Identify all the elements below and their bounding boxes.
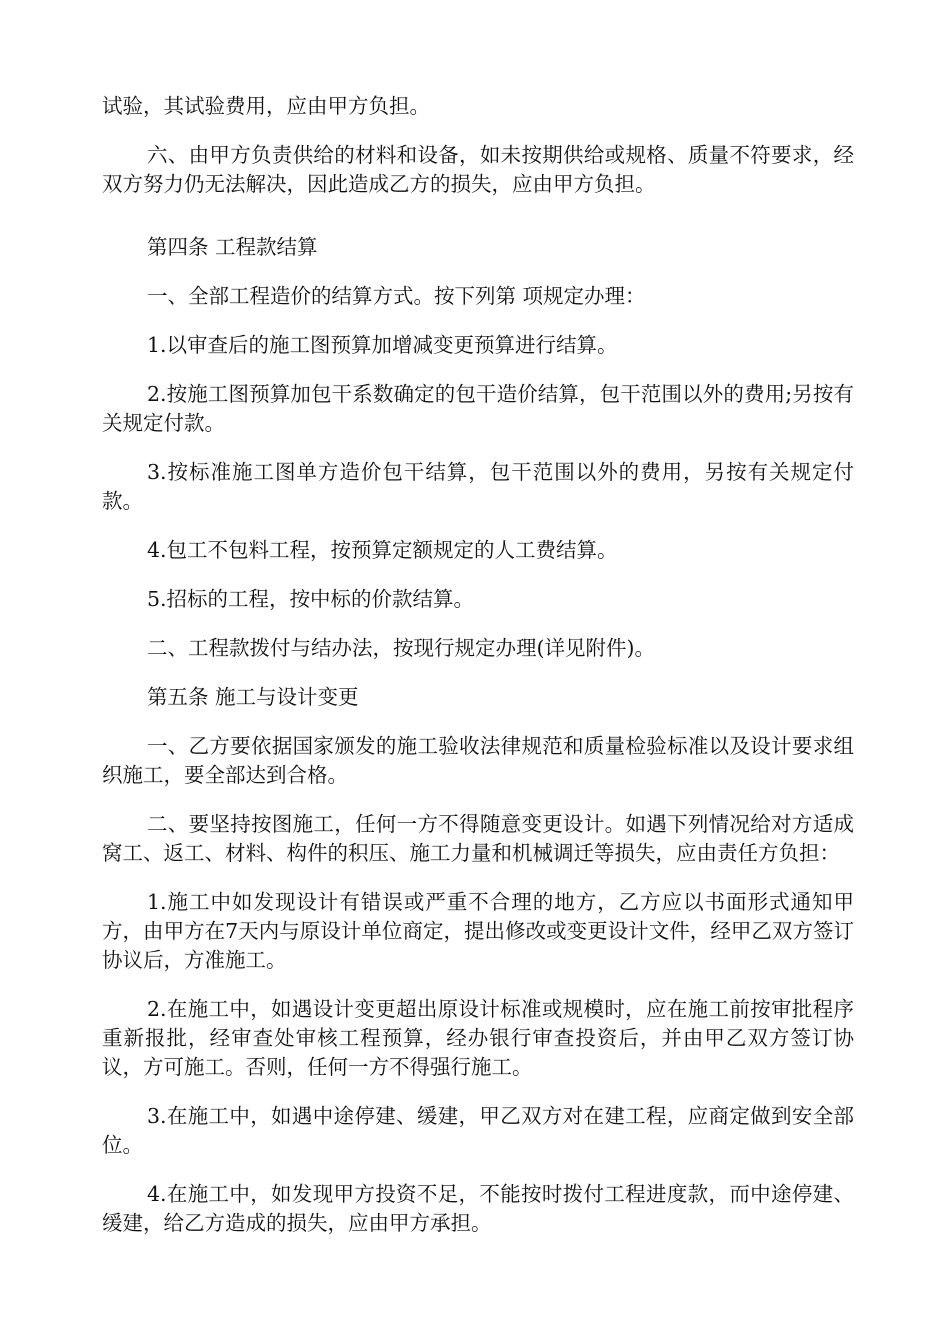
document-page: [102, 92, 854, 1258]
paragraph-change-2: 2.在施工中，如遇设计变更超出原设计标准或规模时，应在施工前按审批程序重新报批，经审查处审核工程预算，经办银行审查投资后，并由甲乙双方签订协议，方可施工。否则，任何一方不得强行施工。: [102, 997, 854, 1079]
paragraph-change-3: 3.在施工中，如遇中途停建、缓建，甲乙双方对在建工程，应商定做到安全部位。: [102, 1104, 854, 1157]
paragraph-payment: 二、工程款拨付与结办法，按现行规定办理(详见附件)。: [147, 636, 655, 660]
paragraph-settlement-2: 2.按施工图预算加包干系数确定的包干造价结算，包干范围以外的费用;另按有关规定付款。: [102, 382, 854, 435]
paragraph-settlement-5: 5.招标的工程，按中标的价款结算。: [147, 587, 475, 611]
paragraph-change-4: 4.在施工中，如发现甲方投资不足，不能按时拨付工程进度款，而中途停建、缓建，给乙方造成的损失，应由甲方承担。: [102, 1182, 854, 1235]
paragraph-design-change: 二、要坚持按图施工，任何一方不得随意变更设计。如遇下列情况给对方适成窝工、返工、材料、构件的积压、施工力量和机械调迁等损失，应由责任方负担：: [102, 812, 854, 865]
paragraph-item-six: 六、由甲方负责供给的材料和设备，如未按期供给或规格、质量不符要求，经双方努力仍无法解决，因此造成乙方的损失，应由甲方负担。: [102, 143, 854, 196]
paragraph-settlement-method: 一、全部工程造价的结算方式。按下列第 项规定办理：: [147, 284, 646, 308]
paragraph-settlement-3: 3.按标准施工图单方造价包干结算，包干范围以外的费用，另按有关规定付款。: [102, 460, 854, 513]
paragraph-change-1: 1.施工中如发现设计有错误或严重不合理的地方，乙方应以书面形式通知甲方，由甲方在7天内与原设计单位商定，提出修改或变更设计文件，经甲乙双方签订协议后，方准施工。: [102, 890, 854, 972]
article-five-heading: 第五条 施工与设计变更: [147, 685, 359, 709]
paragraph-continuation: 试验，其试验费用，应由甲方负担。: [102, 94, 430, 118]
paragraph-settlement-4: 4.包工不包料工程，按预算定额规定的人工费结算。: [147, 538, 618, 562]
paragraph-settlement-1: 1.以审查后的施工图预算加增减变更预算进行结算。: [147, 333, 618, 357]
article-four-heading: 第四条 工程款结算: [147, 235, 318, 259]
paragraph-construction-standard: 一、乙方要依据国家颁发的施工验收法律规范和质量检验标准以及设计要求组织施工，要全部达到合格。: [102, 734, 854, 787]
